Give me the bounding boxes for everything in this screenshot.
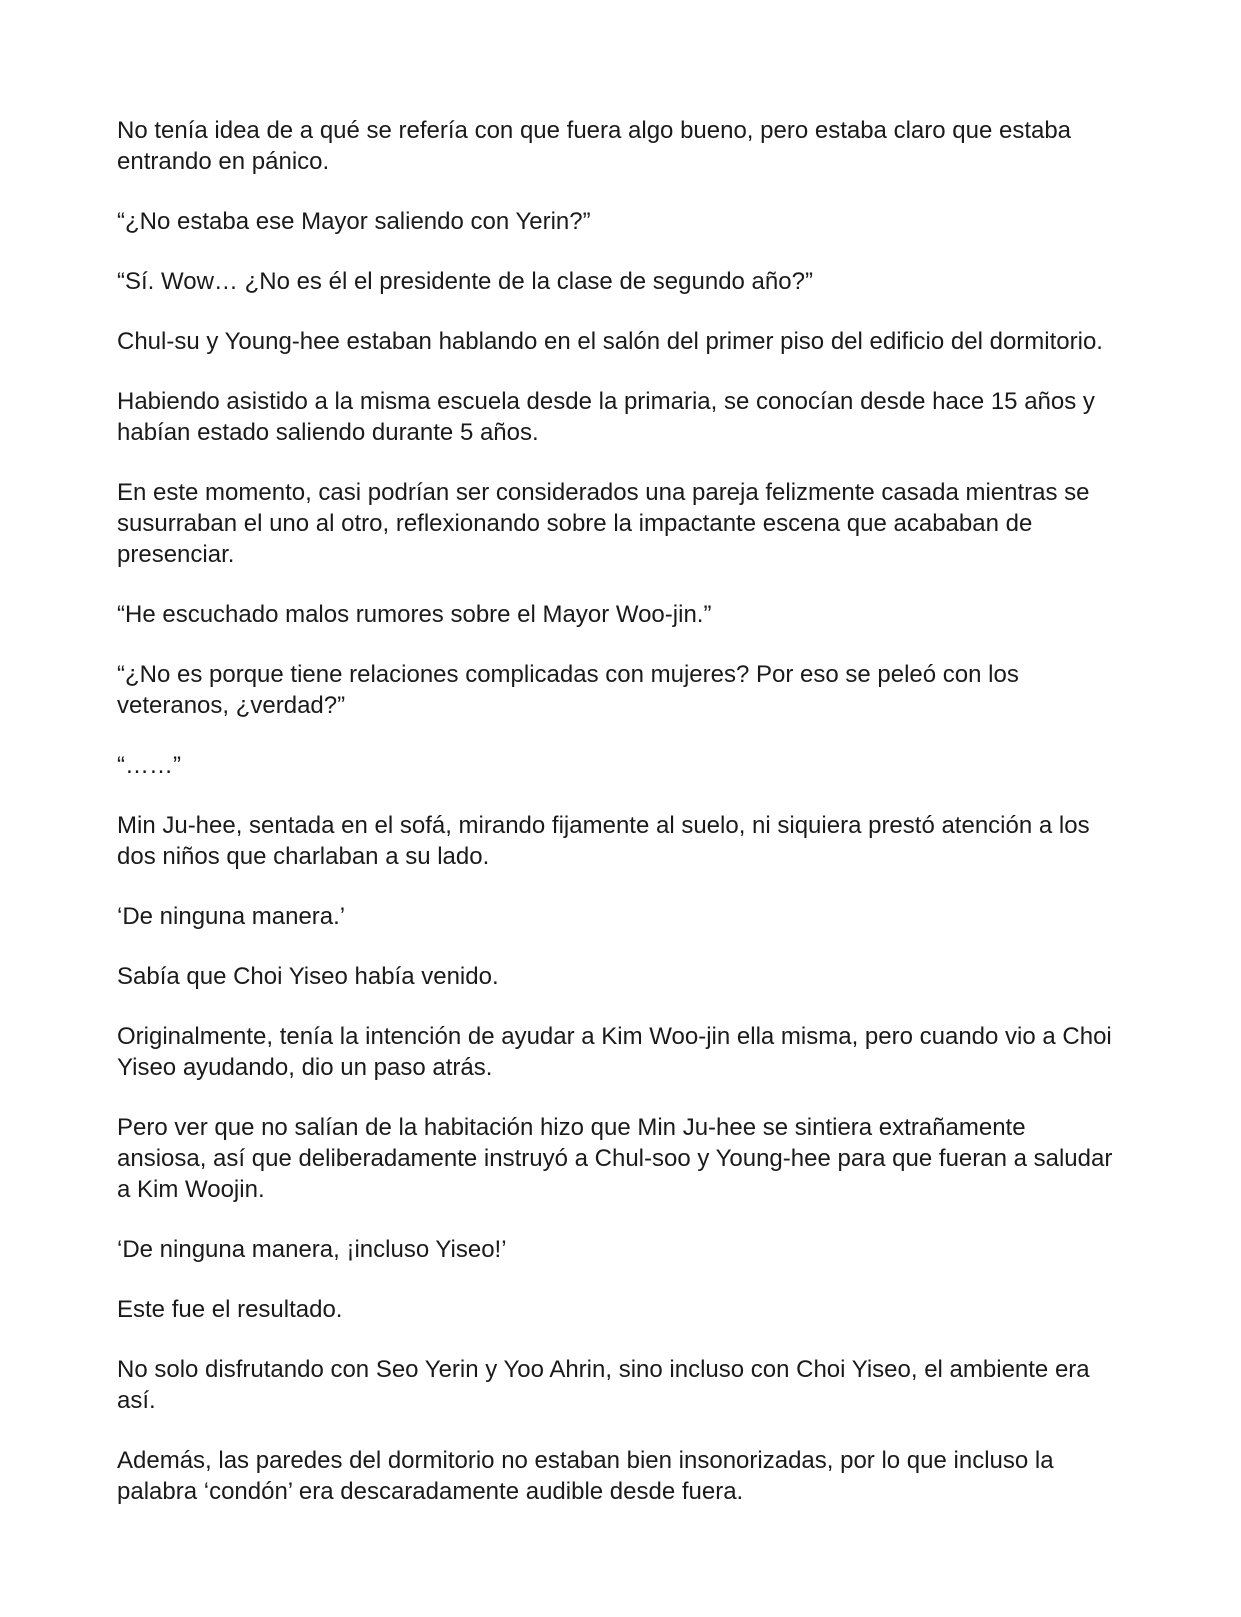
- paragraph: ‘De ninguna manera, ¡incluso Yiseo!’: [117, 1236, 507, 1263]
- paragraph: “¿No es porque tiene relaciones complicadas con mujeres? Por eso se peleó con los veteranos, ¿verdad?”: [117, 661, 1019, 719]
- document-body: [117, 115, 1117, 1536]
- paragraph: Este fue el resultado.: [117, 1296, 343, 1323]
- paragraph: Además, las paredes del dormitorio no estaban bien insonorizadas, por lo que incluso la palabra ‘condón’ era descaradamente audible desde fuera.: [117, 1447, 1054, 1505]
- paragraph: Habiendo asistido a la misma escuela desde la primaria, se conocían desde hace 15 años y habían estado saliendo durante 5 años.: [117, 388, 1095, 446]
- paragraph: Min Ju-hee, sentada en el sofá, mirando fijamente al suelo, ni siquiera prestó atención a los dos niños que charlaban a su lado.: [117, 812, 1090, 870]
- paragraph: Originalmente, tenía la intención de ayudar a Kim Woo-jin ella misma, pero cuando vio a Choi Yiseo ayudando, dio un paso atrás.: [117, 1023, 1112, 1081]
- paragraph: ‘De ninguna manera.’: [117, 903, 346, 930]
- paragraph: “……”: [117, 752, 181, 779]
- paragraph: Chul-su y Young-hee estaban hablando en el salón del primer piso del edificio del dormitorio.: [117, 328, 1103, 355]
- paragraph: Pero ver que no salían de la habitación hizo que Min Ju-hee se sintiera extrañamente ansiosa, así que deliberadamente instruyó a Chul-soo y Young-hee para que fueran a saludar a Kim Woojin.: [117, 1114, 1113, 1203]
- paragraph: No tenía idea de a qué se refería con que fuera algo bueno, pero estaba claro que estaba entrando en pánico.: [117, 117, 1072, 175]
- paragraph: Sabía que Choi Yiseo había venido.: [117, 963, 499, 990]
- paragraph: “Sí. Wow… ¿No es él el presidente de la clase de segundo año?”: [117, 268, 813, 295]
- paragraph: En este momento, casi podrían ser considerados una pareja felizmente casada mientras se susurraban el uno al otro, reflexionando sobre la impactante escena que acababan de presenciar.: [117, 479, 1090, 568]
- paragraph: “¿No estaba ese Mayor saliendo con Yerin?”: [117, 208, 591, 235]
- paragraph: “He escuchado malos rumores sobre el Mayor Woo-jin.”: [117, 601, 712, 628]
- paragraph: No solo disfrutando con Seo Yerin y Yoo Ahrin, sino incluso con Choi Yiseo, el ambiente era así.: [117, 1356, 1090, 1414]
